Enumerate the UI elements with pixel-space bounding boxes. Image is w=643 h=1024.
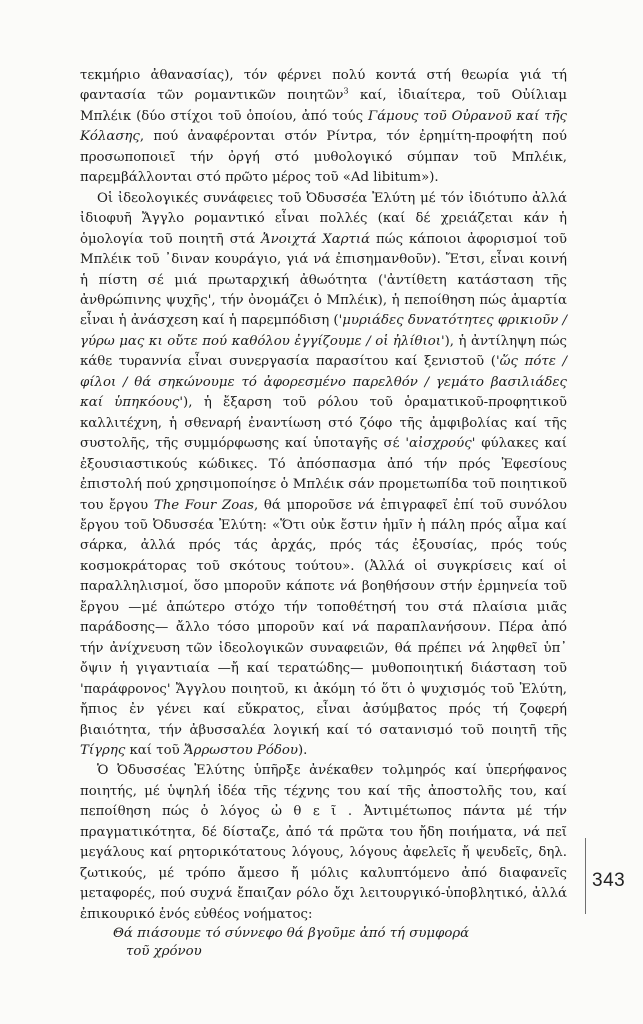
italic-run: The Four Zoas [153, 497, 254, 513]
page-number: 343 [592, 870, 626, 891]
italic-run: μυριάδες δυνατότητες φρικιοῦν / γύρω μας κι οὔτε πού καθόλου ἐγγίζουμε / οἱ ἠλίθιοι [80, 313, 568, 349]
verse-quotation [113, 925, 567, 961]
italic-run: Ἄρρωστου Ρόδου [183, 742, 298, 758]
text-run: , θά μποροῦσε νά ἐπιγραφεῖ ἐπί τοῦ συνόλου ἔργου τοῦ Ὀδυσσέα Ἐλύτη: «Ὅτι οὐκ ἔστιν ἡμῖν ἡ πάλη πρός αἷμα καί σάρκα, ἀλλά πρός τάς ἀρχάς, πρός τάς ἐξουσίας, πρός τούς κοσμοκράτορας τοῦ σκότους τούτου». (Ἀλλά οἱ συγκρίσεις καί οἱ παραλληλισμοί, ὅσο μποροῦν κάποτε νά βοηθήσουν στήν ἑρμηνεία τοῦ ἔργου —μέ ἀπώτερο στόχο τήν τοποθέτησή του στά πλαίσια μιᾶς παράδοσης— ἄλλο τόσο μποροῦν καί νά παραπλανήσουν. Πέρα ἀπό τήν ἀνίχνευση τῶν ἰδεολογικῶν συναφειῶν, θά πρέπει νά ληφθεῖ ὑπ᾽ ὄψιν ἡ γιγαντιαία —ἤ καί τερατώδης— μυθοποιητική διάσταση τοῦ 'παράφρονος' Ἄγγλου ποιητοῦ, κι ἀκόμη τό ὅτι ὁ ψυχισμός τοῦ Ἐλύτη, ἤπιος ἐν γένει καί εὔκρατος, εἶναι ἀσύμβατος πρός τή ζοφερή βιαιότητα, τήν ἀβυσσαλέα λογική καί τό σατανισμό τοῦ ποιητῆ τῆς [80, 497, 567, 738]
text-run: ' φύλακες καί ἐξουσιαστικούς κώδικες. Τό ἀπόσπασμα ἀπό τήν πρός Ἐφεσίους ἐπιστολή πού χρησιμοποίησε ὁ Μπλέικ σάν προμετωπίδα τοῦ ποιητικοῦ του ἔργου [80, 436, 568, 513]
text-run: τεκμήριο ἀθανασίας), τόν φέρνει πολύ κοντά στή θεωρία γιά τή φαντασία τῶν ρομαντικῶν ποιητῶν [80, 68, 567, 104]
body-text [80, 66, 567, 961]
footnote-marker: 3 [343, 86, 349, 97]
paragraph-3 [80, 761, 567, 925]
italic-run: Ἀνοιχτά Χαρτιά [261, 231, 371, 247]
italic-run: αἰσχρούς [409, 436, 472, 452]
verse-line-2: τοῦ χρόνου [126, 944, 202, 960]
italic-run: Τίγρης [80, 742, 126, 758]
text-run: Ὁ Ὀδυσσέας Ἐλύτης ὑπῆρξε ἀνέκαθεν τολμηρός καί ὑπερήφανος ποιητής, μέ ὑψηλή ἰδέα τῆς τέχνης του καί τῆς ἀποστολῆς του, καί πεποίθηση πώς ὁ λόγος ὠ θ ε ῖ . Ἀντιμέτωπος πάντα μέ τήν πραγματικότητα, δέ δίσταζε, ἀπό τά πρῶτα του ἤδη ποιήματα, νά πεῖ μεγάλους καί ρητορικότατους λόγους, λόγους ἀφελεῖς ἤ ψευδεῖς, δηλ. ζωτικούς, μέ τρόπο ἄμεσο ἤ μόλις καλυπτόμενο ἀπό διαφανεῖς μεταφορές, πού συχνά ἔπαιζαν ρόλο ὄχι λειτουργικό-ὑποβλητικό, ἀλλά ἐπικουρικό ἑνός εὐθέος νοήματος: [80, 763, 567, 922]
text-run: Οἱ ἰδεολογικές συνάφειες τοῦ Ὀδυσσέα Ἐλύτη μέ τόν ἰδιότυπο ἀλλά ἰδιοφυῆ Ἄγγλο ρομαντικό εἶναι πολλές (καί δέ χρειάζεται κάν ἡ ὁμολογία τοῦ ποιητῆ στά [80, 190, 567, 247]
text-run: ). [297, 742, 308, 758]
italic-run: Γάμους τοῦ Οὐρανοῦ καί τῆς Κόλασης [80, 108, 567, 145]
paragraph-1 [80, 66, 567, 189]
paragraph-2 [80, 189, 567, 762]
italic-run: ὥς πότε / φίλοι / θά σηκώνουμε τό ἀφορεσμένο παρελθόν / γεμάτο βασιλιάδες καί ὑπηκόους [80, 354, 567, 411]
text-run: '), ἡ ἀντίληψη πώς κάθε τυραννία εἶναι συνεργασία παρασίτου καί ξενιστοῦ (' [80, 333, 567, 370]
margin-divider [585, 838, 586, 914]
text-run: '), ἡ ἔξαρση τοῦ ρόλου τοῦ ὁραματικοῦ-προφητικοῦ καλλιτέχνη, ἡ σθεναρή ἐναντίωση στό ζόφο τῆς ἀμφιβολίας καί τῆς συστολῆς, τῆς συμμόρφωσης καί ὑποταγῆς σέ ' [80, 395, 567, 452]
verse-line-1: Θά πιάσουμε τό σύννεφο θά βγοῦμε ἀπό τή συμφορά [113, 926, 470, 942]
text-run: πώς κάποιοι ἀφορισμοί τοῦ Μπλέικ τοῦ ᾽διναν κουράγιο, γιά νά ἐπισημανθοῦν). Ἔτσι, εἶναι κοινή ἡ πίστη σέ μιά πρωταρχική ἀθωότητα ('ἀντίθετη κατάσταση τῆς ἀνθρώπινης ψυχῆς', τήν ὀνομάζει ὁ Μπλέικ), ἡ πεποίθηση πώς ἁμαρτία εἶναι ἡ ἀνάσχεση καί ἡ παρεμπόδιση (' [80, 231, 567, 329]
text-run: καί τοῦ [125, 742, 184, 758]
text-run: καί, ἰδιαίτερα, τοῦ Οὐίλιαμ Μπλέικ (δύο στίχοι τοῦ ὁποίου, ἀπό τούς [80, 88, 567, 124]
text-run: , πού ἀναφέρονται στόν Ρίντρα, τόν ἐρημίτη-προφήτη πού προσωποποιεῖ τήν ὀργή στό μυθολογικό σύμπαν τοῦ Μπλέικ, παρεμβάλλονται στό πρῶτο μέρος τοῦ «Ad libitum»). [80, 129, 567, 186]
